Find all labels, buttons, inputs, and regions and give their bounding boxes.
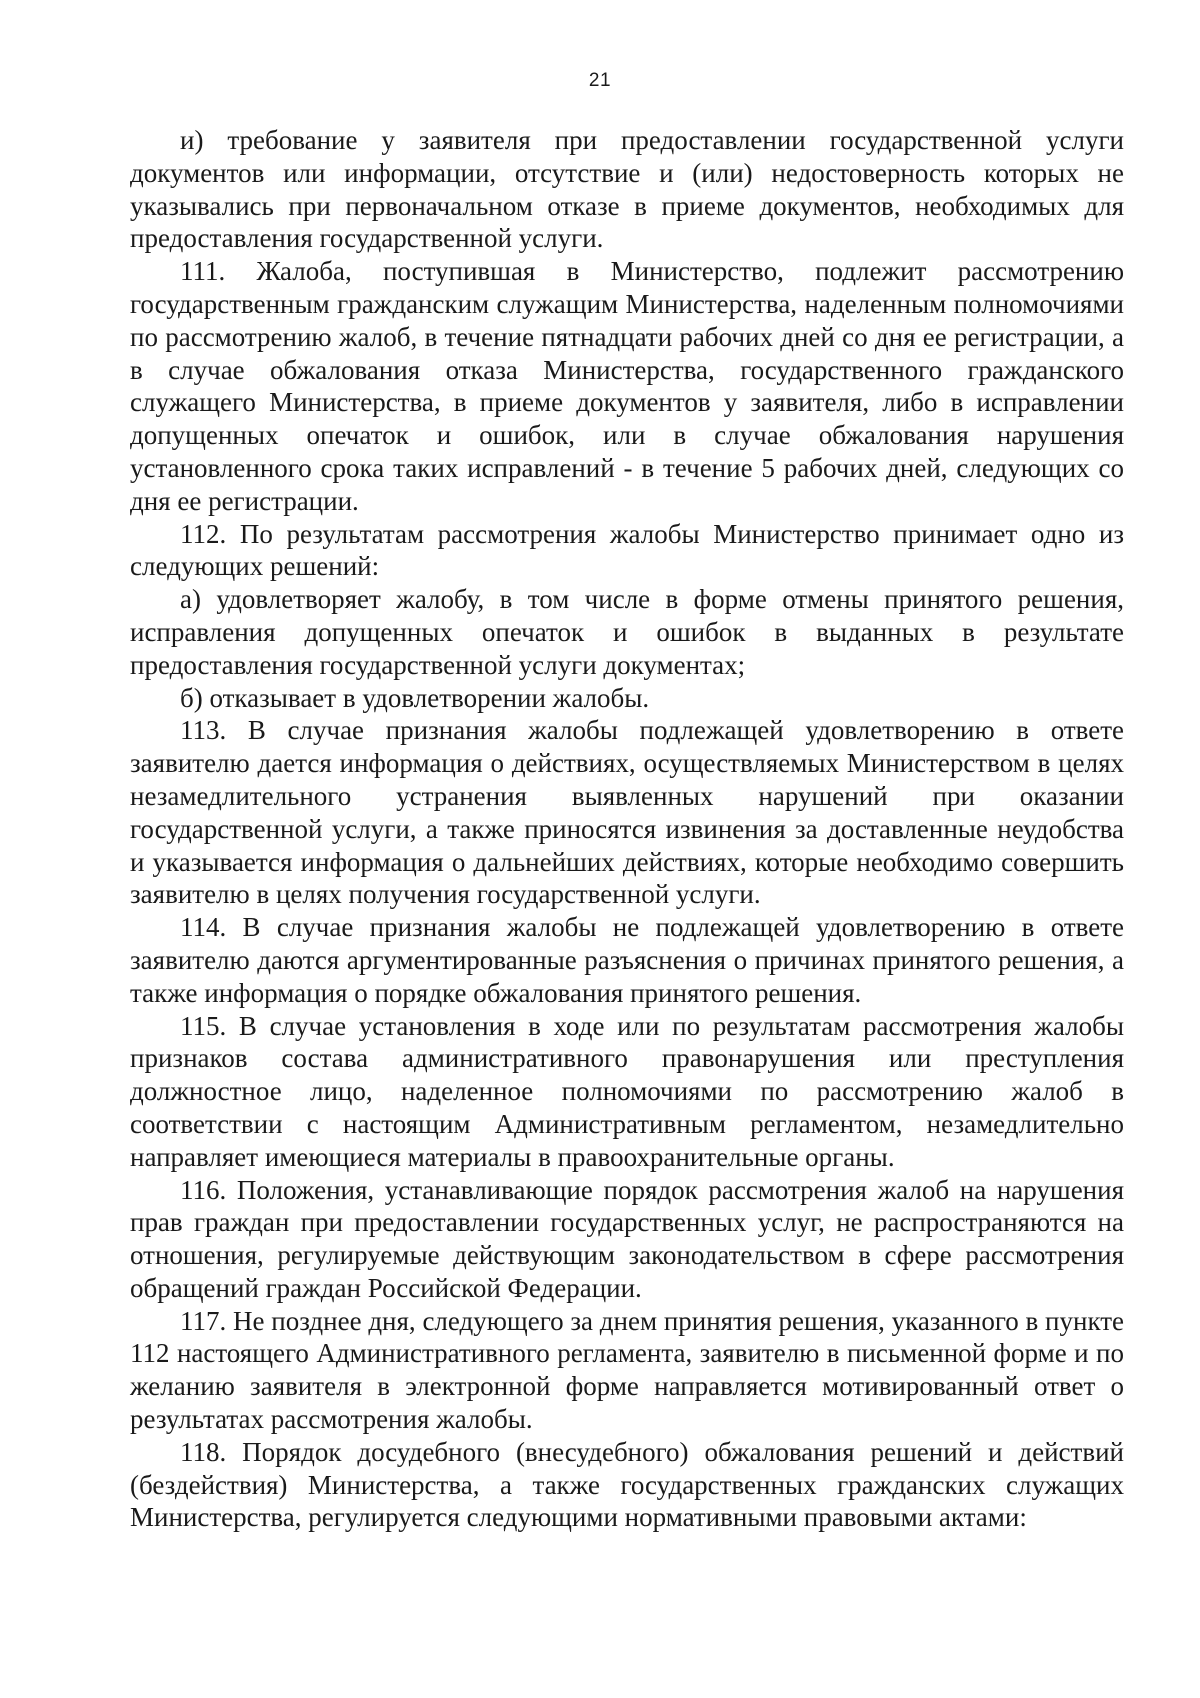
paragraph-111: 111. Жалоба, поступившая в Министерство, подлежит рассмотрению государственным гражданским служащим Министерства, наделенным полномочиями по рассмотрению жалоб, в течение пятнадцати рабочих дней со дня ее регистрации, а в случае обжалования отказа Министерства, государственного гражданского служащего Министерства, в приеме документов у заявителя, либо в исправлении допущенных опечаток и ошибок, или в случае обжалования нарушения установленного срока таких исправлений - в течение 5 рабочих дней, следующих со дня ее регистрации. [130,256,1124,516]
paragraph-118: 118. Порядок досудебного (внесудебного) обжалования решений и действий (бездействия) Министерства, а также государственных гражданских служащих Министерства, регулируется следующими нормативными правовыми актами: [130,1436,1124,1533]
document-body [130,124,1124,1534]
paragraph-115: 115. В случае установления в ходе или по результатам рассмотрения жалобы признаков состава административного правонарушения или преступления должностное лицо, наделенное полномочиями по рассмотрению жалоб в соответствии с настоящим Административным регламентом, незамедлительно направляет имеющиеся материалы в правоохранительные органы. [130,1010,1124,1172]
paragraph-117: 117. Не позднее дня, следующего за днем принятия решения, указанного в пункте 112 настоящего Административного регламента, заявителю в письменной форме и по желанию заявителя в электронной форме направляется мотивированный ответ о результатах рассмотрения жалобы. [130,1305,1124,1435]
paragraph-116: 116. Положения, устанавливающие порядок рассмотрения жалоб на нарушения прав граждан при предоставлении государственных услуг, не распространяются на отношения, регулируемые действующим законодательством в сфере рассмотрения обращений граждан Российской Федерации. [130,1174,1124,1303]
page-number: 21 [588,70,612,91]
paragraph-113: 113. В случае признания жалобы подлежащей удовлетворению в ответе заявителю дается информация о действиях, осуществляемых Министерством в целях незамедлительного устранения выявленных нарушений при оказании государственной услуги, а также приносятся извинения за доставленные неудобства и указывается информация о дальнейших действиях, которые необходимо совершить заявителю в целях получения государственной услуги. [130,715,1124,910]
paragraph-112-b: б) отказывает в удовлетворении жалобы. [180,682,650,713]
paragraph-112-a: а) удовлетворяет жалобу, в том числе в форме отмены принятого решения, исправления допущенных опечаток и ошибок в выданных в результате предоставления государственной услуги документах; [130,584,1124,680]
paragraph-item-i: и) требование у заявителя при предоставлении государственной услуги документов или информации, отсутствие и (или) недостоверность которых не указывались при первоначальном отказе в приеме документов, необходимых для предоставления государственной услуги. [130,125,1124,254]
paragraph-112: 112. По результатам рассмотрения жалобы Министерство принимает одно из следующих решений: [130,518,1124,582]
paragraph-114: 114. В случае признания жалобы не подлежащей удовлетворению в ответе заявителю даются аргументированные разъяснения о причинах принятого решения, а также информация о порядке обжалования принятого решения. [130,912,1124,1008]
